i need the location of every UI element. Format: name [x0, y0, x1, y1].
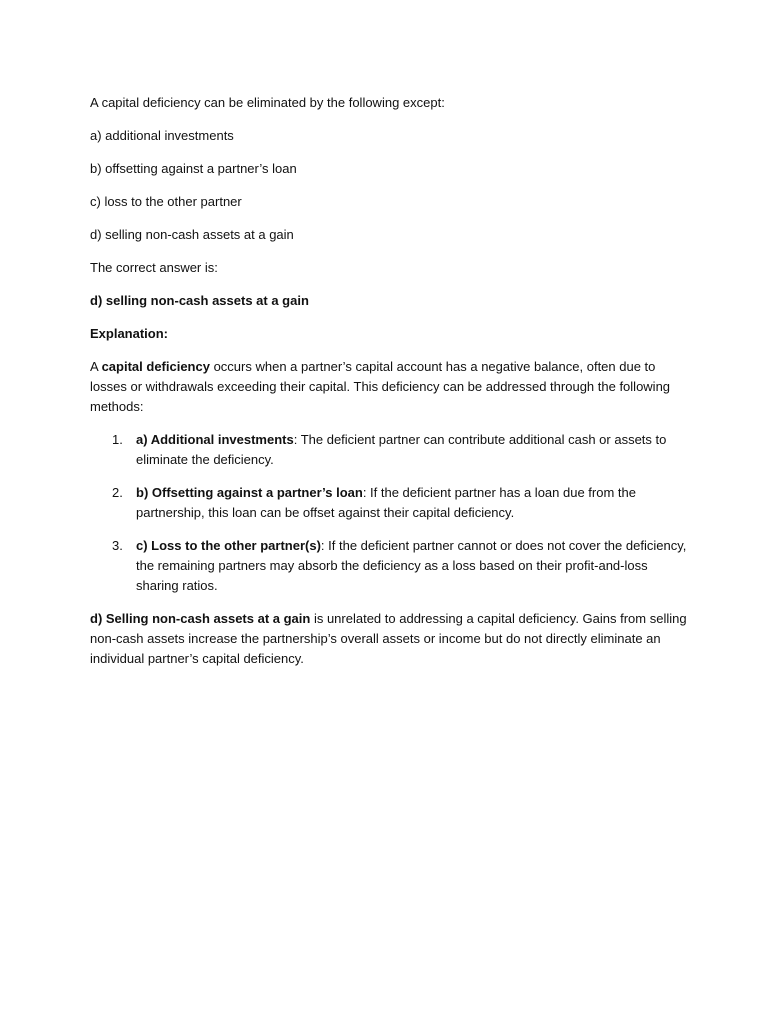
list-item [90, 536, 690, 596]
correct-answer: d) selling non-cash assets at a gain [90, 293, 309, 308]
list-item-text: : The deficient partner can contribute additional cash or assets to eliminate the deficiency. [136, 432, 667, 467]
option-d: d) selling non-cash assets at a gain [90, 227, 294, 242]
question-text: A capital deficiency can be eliminated by the following except: [90, 95, 445, 110]
list-item-text: : If the deficient partner has a loan due from the partnership, this loan can be offset against their capital deficiency. [136, 485, 636, 520]
option-a: a) additional investments [90, 128, 234, 143]
list-item-title: a) Additional investments [136, 432, 294, 447]
conclusion-paragraph [90, 609, 690, 669]
list-item-title: b) Offsetting against a partner’s loan [136, 485, 363, 500]
methods-list [90, 430, 690, 596]
list-item [90, 430, 690, 470]
definition-paragraph [90, 357, 690, 417]
document-page [90, 93, 690, 682]
list-item-title: c) Loss to the other partner(s) [136, 538, 321, 553]
answer-intro: The correct answer is: [90, 260, 218, 275]
list-item-text: : If the deficient partner cannot or does not cover the deficiency, the remaining partners may absorb the deficiency as a loss based on their profit-and-loss sharing ratios. [136, 538, 687, 593]
explanation-heading: Explanation: [90, 326, 169, 341]
list-item-number: 1. [112, 432, 123, 447]
list-item-number: 3. [112, 538, 123, 553]
list-item [90, 483, 690, 523]
definition-prefix: A [90, 359, 102, 374]
option-c: c) loss to the other partner [90, 194, 242, 209]
conclusion-text: is unrelated to addressing a capital deficiency. Gains from selling non-cash assets increase the partnership’s overall assets or income but do not directly eliminate an individual partner’s capital deficiency. [90, 611, 687, 666]
definition-text: occurs when a partner’s capital account has a negative balance, often due to losses or withdrawals exceeding their capital. This deficiency can be addressed through the following methods: [90, 359, 671, 414]
definition-term: capital deficiency [101, 359, 210, 374]
conclusion-term: d) Selling non-cash assets at a gain [90, 611, 311, 626]
option-b: b) offsetting against a partner’s loan [90, 161, 297, 176]
list-item-number: 2. [112, 485, 123, 500]
